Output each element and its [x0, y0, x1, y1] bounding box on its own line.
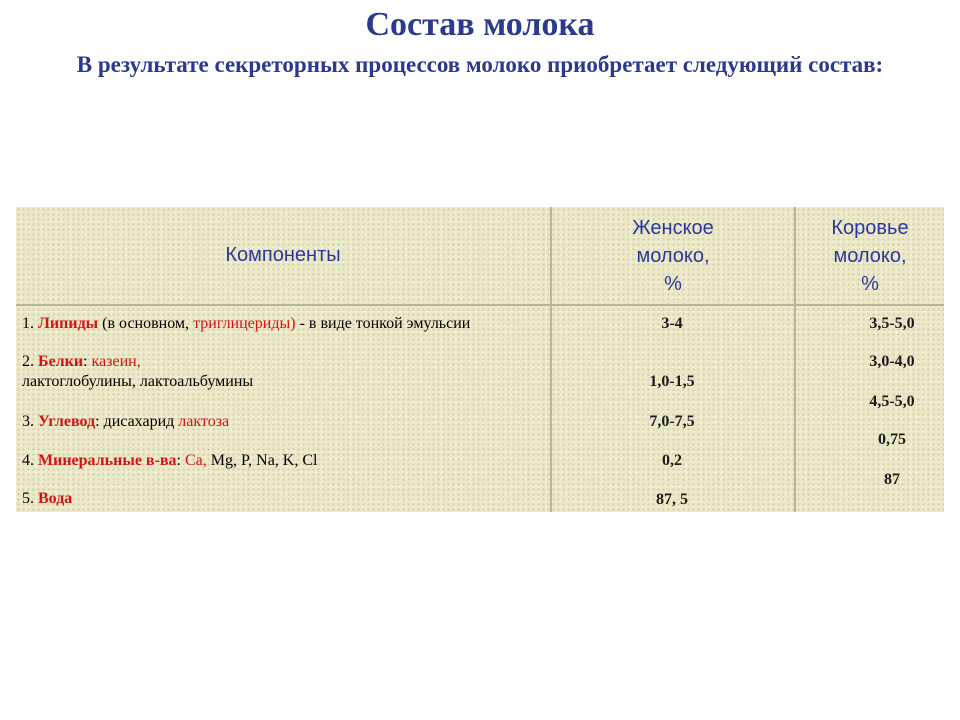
component-name: Минеральные в-ва: [38, 452, 177, 469]
header-female-line: молоко,: [636, 245, 710, 267]
female-value-minerals: 0,2: [662, 452, 682, 469]
cow-value-minerals: 0,75: [878, 431, 906, 448]
header-female-line: %: [664, 273, 682, 295]
female-value-carbohydrate: 7,0-7,5: [649, 413, 695, 430]
cow-value-carbohydrate: 4,5-5,0: [869, 393, 915, 410]
header-cow-milk: [796, 214, 944, 298]
component-name: Углевод: [38, 413, 96, 430]
component-name: Вода: [38, 490, 73, 507]
component-term: казеин,: [91, 353, 141, 370]
component-text: (в основном,: [98, 315, 194, 332]
component-text: - в виде тонкой эмульсии: [295, 315, 471, 332]
row-water: [22, 490, 72, 508]
row-number: 4.: [22, 452, 38, 469]
header-cow-line: %: [861, 273, 879, 295]
component-text: Mg, P, Na, K, Cl: [206, 452, 318, 469]
female-value-lipids: 3-4: [661, 315, 683, 332]
component-text: : дисахарид: [95, 413, 179, 430]
row-number: 3.: [22, 413, 38, 430]
header-divider: [16, 304, 944, 306]
milk-composition-table: [16, 207, 944, 512]
row-proteins: [22, 353, 141, 371]
row-proteins-line2: лактоглобулины, лактоальбумины: [22, 373, 254, 390]
header-female-line: Женское: [632, 217, 714, 239]
slide-subtitle: В результате секреторных процессов молоко приобретает следующий состав:: [76, 52, 884, 77]
row-lipids: [22, 315, 470, 333]
row-number: 2.: [22, 353, 38, 370]
component-term: Ca,: [185, 452, 207, 469]
component-name: Липиды: [38, 315, 99, 332]
row-minerals: [22, 452, 317, 470]
component-text: :: [176, 452, 185, 469]
female-value-water: 87, 5: [656, 491, 688, 508]
component-text: :: [83, 353, 92, 370]
row-number: 1.: [22, 315, 38, 332]
cow-value-water: 87: [884, 471, 900, 488]
female-value-proteins: 1,0-1,5: [649, 373, 695, 390]
header-components: Компоненты: [225, 244, 341, 266]
header-cow-line: Коровье: [831, 217, 909, 239]
component-name: Белки: [38, 353, 84, 370]
slide-title: Состав молока: [365, 6, 595, 43]
row-number: 5.: [22, 490, 38, 507]
cow-value-proteins: 3,0-4,0: [869, 353, 915, 370]
header-cow-line: молоко,: [833, 245, 907, 267]
row-carbohydrate: [22, 413, 229, 431]
component-term: лактоза: [178, 413, 230, 430]
header-female-milk: [552, 214, 794, 298]
cow-value-lipids: 3,5-5,0: [869, 315, 915, 332]
component-term: триглицериды): [193, 315, 296, 332]
